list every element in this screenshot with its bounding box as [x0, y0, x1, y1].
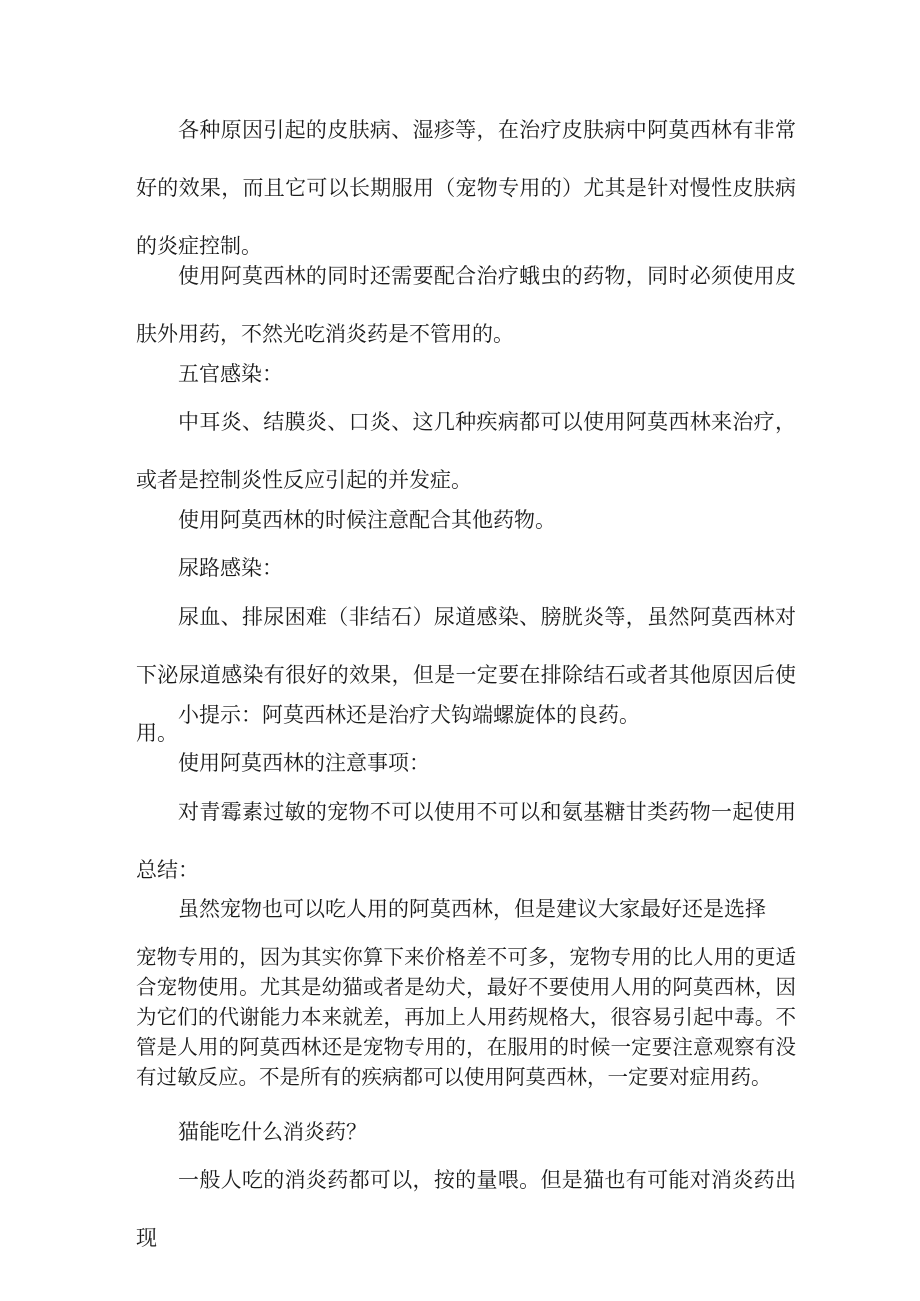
paragraph-urinary-infection: 尿血、排尿困难（非结石）尿道感染、膀胱炎等，虽然阿莫西林对下泌尿道感染有很好的效果，但是一定要在排除结石或者其他原因后使用。 — [136, 605, 796, 745]
paragraph-recommendation: 虽然宠物也可以吃人用的阿莫西林，但是建议大家最好还是选择 — [178, 897, 766, 921]
heading-facial-infection: 五官感染： — [178, 362, 283, 386]
paragraph-tip: 小提示：阿莫西林还是治疗犬钩端螺旋体的良药。 — [178, 703, 640, 727]
paragraph-facial-infection: 中耳炎、结膜炎、口炎、这几种疾病都可以使用阿莫西林来治疗，或者是控制炎性反应引起的并发症。 — [136, 410, 796, 492]
heading-urinary-infection: 尿路感染： — [178, 556, 283, 580]
heading-cat-anti-inflammatory: 猫能吃什么消炎药？ — [178, 1120, 367, 1144]
paragraph-combine-drugs: 使用阿莫西林的时候注意配合其他药物。 — [178, 508, 556, 532]
paragraph-allergy-summary: 对青霉素过敏的宠物不可以使用不可以和氨基糖甘类药物一起使用总结： — [136, 800, 796, 882]
paragraph-cat-answer: 一般人吃的消炎药都可以，按的量喂。但是猫也有可能对消炎药出现 — [136, 1168, 796, 1250]
heading-precautions: 使用阿莫西林的注意事项： — [178, 751, 430, 775]
paragraph-skin-disease: 各种原因引起的皮肤病、湿疹等，在治疗皮肤病中阿莫西林有非常好的效果，而且它可以长期服用（宠物专用的）尤其是针对慢性皮肤病的炎症控制。 — [136, 118, 796, 258]
paragraph-pet-specific: 宠物专用的，因为其实你算下来价格差不可多，宠物专用的比人用的更适合宠物使用。尤其是幼猫或者是幼犬，最好不要使用人用的阿莫西林，因为它们的代谢能力本来就差，再加上人用药规格大，很容易引起中毒。不管是人用的阿莫西林还是宠物专用的，在服用的时候一定要注意观察有没有过敏反应。不是所有的疾病都可以使用阿莫西林，一定要对症用药。 — [136, 945, 796, 1089]
paragraph-skin-usage-note: 使用阿莫西林的同时还需要配合治疗蛾虫的药物，同时必须使用皮肤外用药，不然光吃消炎药是不管用的。 — [136, 264, 796, 346]
